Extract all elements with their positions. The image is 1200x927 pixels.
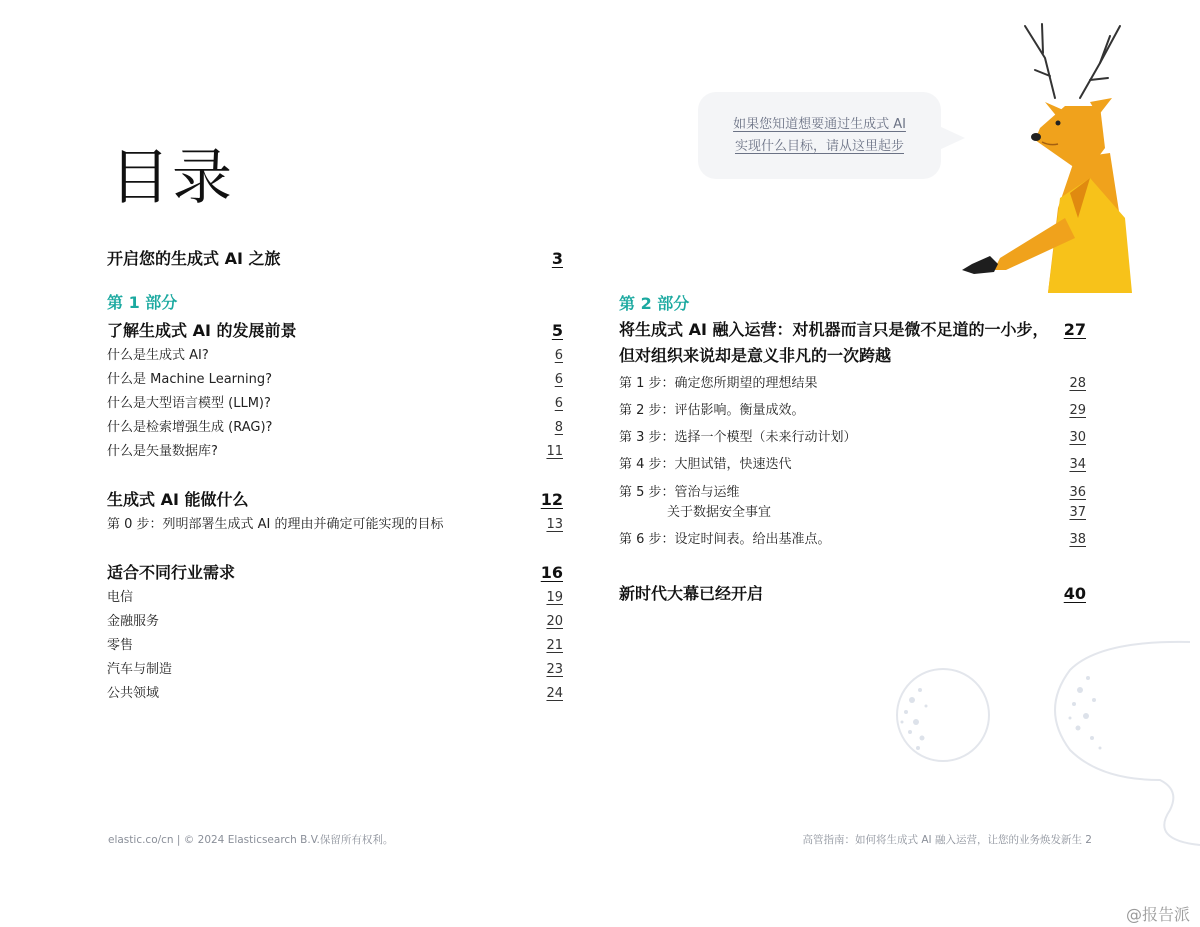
toc-subentry-title: 什么是矢量数据库? (107, 444, 218, 459)
toc-entry-title: 新时代大幕已经开启 (619, 584, 764, 603)
toc-page-link[interactable]: 6 (554, 396, 563, 411)
bubble-line-2: 实现什么目标，请从这里起步 (734, 139, 904, 154)
toc-page-link[interactable]: 16 (540, 563, 563, 582)
toc-page-link[interactable]: 8 (554, 420, 563, 435)
toc-subentry[interactable] (107, 392, 563, 411)
toc-subentry[interactable] (107, 440, 563, 459)
toc-entry-section[interactable] (107, 318, 563, 341)
toc-entry-title-line-2: 但对组织来说却是意义非凡的一次跨越 (619, 346, 892, 365)
toc-subentry-title: 什么是检索增强生成 (RAG)? (107, 420, 273, 435)
toc-subentry-title: 零售 (107, 638, 134, 653)
toc-page-link[interactable]: 13 (546, 517, 563, 532)
part-2-label: 第 2 部分 (619, 294, 690, 313)
toc-page-link[interactable]: 12 (540, 490, 563, 509)
toc-subentry[interactable] (619, 528, 1086, 547)
watermark: @报告派 (1125, 905, 1190, 924)
toc-subentry-title: 第 5 步：管治与运维 (619, 485, 740, 500)
toc-entry-section[interactable] (107, 487, 563, 510)
toc-entry-title (619, 317, 1048, 369)
toc-subentry-title: 公共领域 (107, 686, 160, 701)
footer-copyright[interactable]: elastic.co/cn | © 2024 Elasticsearch B.V.保留所有权利。 (108, 834, 394, 846)
toc-subentry[interactable] (619, 399, 1086, 418)
toc-subentry[interactable] (107, 658, 563, 677)
toc-entry-title: 了解生成式 AI 的发展前景 (107, 321, 297, 340)
toc-page-link[interactable]: 37 (1069, 505, 1086, 520)
toc-subentry-title: 什么是生成式 AI? (107, 348, 209, 363)
toc-page-link[interactable]: 34 (1069, 457, 1086, 472)
toc-entry-title: 开启您的生成式 AI 之旅 (107, 249, 281, 268)
toc-subentry-title: 第 6 步：设定时间表。给出基准点。 (619, 532, 831, 547)
toc-page-link[interactable]: 11 (546, 444, 563, 459)
toc-subentry[interactable] (107, 682, 563, 701)
deer-illustration (950, 18, 1150, 298)
footer-doc-title: 高管指南：如何将生成式 AI 融入运营，让您的业务焕发新生 2 (802, 834, 1092, 846)
toc-page-link[interactable]: 30 (1069, 430, 1086, 445)
part-1-label: 第 1 部分 (107, 293, 178, 312)
toc-entry-title: 适合不同行业需求 (107, 563, 236, 582)
toc-page-link[interactable]: 6 (554, 348, 563, 363)
toc-subentry[interactable] (619, 426, 1086, 445)
toc-subentry[interactable] (107, 513, 563, 532)
toc-subentry[interactable] (107, 610, 563, 629)
toc-page-link[interactable]: 38 (1069, 532, 1086, 547)
toc-subentry-title: 第 2 步：评估影响。衡量成效。 (619, 403, 805, 418)
bubble-link[interactable] (698, 114, 941, 158)
toc-page-link[interactable]: 24 (546, 686, 563, 701)
toc-subentry-title: 第 3 步：选择一个模型（未来行动计划） (619, 430, 857, 445)
speech-bubble[interactable] (698, 92, 941, 179)
toc-entry-title: 生成式 AI 能做什么 (107, 490, 249, 509)
toc-entry-title-line-1: 将生成式 AI 融入运营：对机器而言只是微不足道的一小步， (619, 320, 1049, 339)
toc-page-link[interactable]: 23 (546, 662, 563, 677)
toc-subentry[interactable] (107, 634, 563, 653)
toc-page-link[interactable]: 20 (546, 614, 563, 629)
toc-page-link[interactable]: 36 (1069, 485, 1086, 500)
toc-subentry[interactable] (619, 453, 1086, 472)
toc-subentry[interactable] (619, 501, 1086, 520)
toc-page-link[interactable]: 6 (554, 372, 563, 387)
bubble-line-1: 如果您知道想要通过生成式 AI (733, 117, 906, 132)
toc-subentry-title: 第 4 步：大胆试错，快速迭代 (619, 457, 792, 472)
toc-subentry-title: 第 1 步：确定您所期望的理想结果 (619, 376, 818, 391)
toc-subentry-title: 什么是大型语言模型 (LLM)? (107, 396, 271, 411)
toc-subentry[interactable] (107, 344, 563, 363)
toc-page-link[interactable]: 27 (1063, 320, 1086, 339)
toc-subentry-title: 汽车与制造 (107, 662, 173, 677)
toc-subentry-title: 第 0 步：列明部署生成式 AI 的理由并确定可能实现的目标 (107, 517, 444, 532)
toc-entry-section[interactable] (619, 581, 1086, 604)
toc-page-link[interactable]: 40 (1063, 584, 1086, 603)
toc-subentry-title: 什么是 Machine Learning? (107, 372, 273, 387)
toc-entry-intro[interactable] (107, 246, 563, 269)
toc-page-link[interactable]: 3 (551, 249, 563, 268)
page-title: 目录 (110, 143, 234, 213)
toc-subentry-title: 金融服务 (107, 614, 160, 629)
toc-subentry-title: 电信 (107, 590, 134, 605)
toc-page-link[interactable]: 21 (546, 638, 563, 653)
toc-entry-section[interactable] (107, 560, 563, 583)
toc-page-link[interactable]: 29 (1069, 403, 1086, 418)
toc-page-link[interactable]: 19 (546, 590, 563, 605)
toc-entry-section[interactable] (619, 317, 1086, 369)
toc-subentry[interactable] (619, 481, 1086, 500)
toc-page-link[interactable]: 28 (1069, 376, 1086, 391)
toc-subentry-title: 关于数据安全事宜 (667, 505, 772, 520)
toc-subentry[interactable] (619, 372, 1086, 391)
toc-page-link[interactable]: 5 (551, 321, 563, 340)
toc-subentry[interactable] (107, 368, 563, 387)
toc-subentry[interactable] (107, 416, 563, 435)
toc-subentry[interactable] (107, 586, 563, 605)
